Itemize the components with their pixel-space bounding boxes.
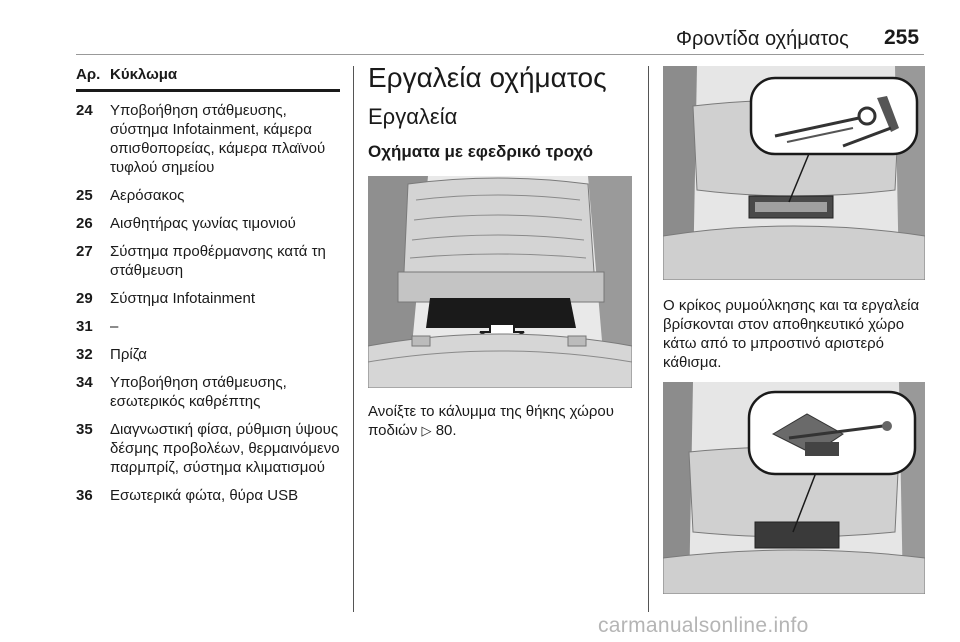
tool-location-section xyxy=(663,66,925,594)
section-heading: Εργαλεία οχήματος xyxy=(368,62,607,93)
footwell-cover-drawing xyxy=(368,176,632,388)
column-header-no: Αρ. xyxy=(76,66,101,83)
row-text: Αερόσακος xyxy=(110,187,185,204)
row-text: Εσωτερικά φώτα, θύρα USB xyxy=(110,487,299,504)
column-divider-left xyxy=(353,66,354,612)
table-row xyxy=(76,186,340,205)
row-text: Σύστημα Infotainment xyxy=(110,290,256,307)
spare-wheel-heading: Οχήματα με εφεδρικό τροχό xyxy=(368,142,594,161)
table-row xyxy=(76,420,340,477)
footwell-cover-illustration xyxy=(368,176,632,388)
section-title: Φροντίδα οχήματος xyxy=(676,28,849,50)
footwell-caption-text: Ανοίξτε το κάλυμμα της θήκης χώρου ποδιών xyxy=(368,403,614,439)
row-text: Αισθητήρας γωνίας τιμονιού xyxy=(110,215,296,232)
row-text: Υποβοήθηση στάθμευσης, σύστημα Infotainment, κάμερα οπισθοπορείας, κάμερα πλαϊνού τυφλού σημείου xyxy=(110,102,326,176)
header-rule xyxy=(76,54,924,55)
row-text: – xyxy=(110,318,119,335)
row-number: 31 xyxy=(76,318,93,335)
fuse-table xyxy=(76,66,340,505)
tools-section xyxy=(368,62,634,440)
table-row xyxy=(76,486,340,505)
row-number: 36 xyxy=(76,487,93,504)
footwell-caption xyxy=(368,402,634,440)
row-number: 35 xyxy=(76,421,93,438)
jack-illustration xyxy=(663,382,925,594)
table-row xyxy=(76,214,340,233)
table-row xyxy=(76,289,340,308)
tools-location-caption: Ο κρίκος ρυμούλκησης και τα εργαλεία βρίσκονται στον αποθηκευτικό χώρο κάτω από το μπροστινό αριστερό κάθισμα. xyxy=(663,297,920,371)
row-number: 26 xyxy=(76,215,93,232)
row-text: Υποβοήθηση στάθμευσης, εσωτερικός καθρέπτης xyxy=(110,374,287,410)
column-divider-right xyxy=(648,66,649,612)
table-row xyxy=(76,345,340,364)
table-row xyxy=(76,101,340,177)
table-header xyxy=(76,66,340,92)
row-number: 32 xyxy=(76,346,93,363)
row-number: 24 xyxy=(76,102,93,119)
page-reference-icon: ▷ xyxy=(421,423,432,438)
row-text: Διαγνωστική φίσα, ρύθμιση ύψους δέσμης προβολέων, θερμαινόμενο παρμπρίζ, σύστημα κλιματισμού xyxy=(110,421,340,476)
column-header-circuit: Κύκλωμα xyxy=(110,66,178,83)
tools-drawing xyxy=(663,66,925,280)
row-number: 27 xyxy=(76,243,93,260)
subsection-heading: Εργαλεία xyxy=(368,104,458,129)
page-number: 255 xyxy=(884,26,920,49)
tools-illustration xyxy=(663,66,925,280)
watermark: carmanualsonline.info xyxy=(598,614,809,637)
footwell-page-reference[interactable]: 80. xyxy=(435,422,457,439)
row-number: 25 xyxy=(76,187,93,204)
row-number: 34 xyxy=(76,374,93,391)
table-row xyxy=(76,317,340,336)
row-text: Σύστημα προθέρμανσης κατά τη στάθμευση xyxy=(110,243,326,279)
row-number: 29 xyxy=(76,290,93,307)
row-text: Πρίζα xyxy=(110,346,147,363)
table-row xyxy=(76,242,340,280)
table-row xyxy=(76,373,340,411)
jack-drawing xyxy=(663,382,925,594)
